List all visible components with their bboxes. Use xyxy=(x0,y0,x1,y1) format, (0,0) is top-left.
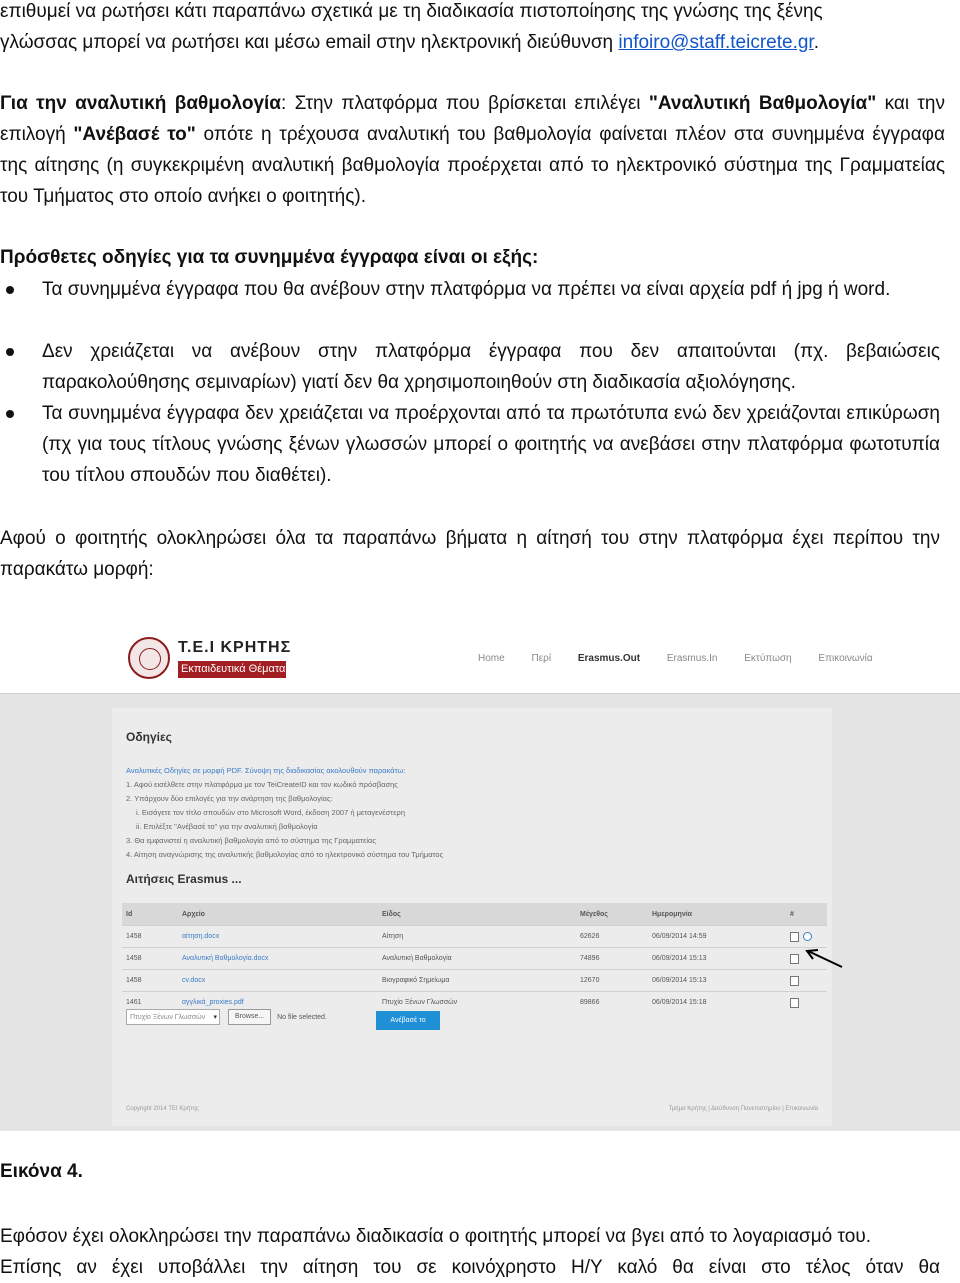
bullet-text: Δεν χρειάζεται να ανέβουν στην πλατφόρμα έγγραφα που δεν απαιτούνται (πχ. βεβαιώσεις παρακολούθησης σεμιναρίων) γιατί δεν θα χρησιμοποιηθούν στη διαδικασία αξιολόγησης. xyxy=(42,341,940,393)
site-logo[interactable] xyxy=(128,637,292,683)
figure-caption: Εικόνα 4. xyxy=(0,1161,83,1182)
delete-icon[interactable] xyxy=(790,998,799,1008)
cell-size: 12670 xyxy=(576,970,648,992)
cell-size: 62626 xyxy=(576,926,648,948)
bullet-dot xyxy=(6,348,14,356)
cell-date: 06/09/2014 15:18 xyxy=(648,992,786,1014)
cell-id: 1458 xyxy=(122,948,178,970)
browse-button[interactable]: Browse... xyxy=(228,1009,271,1025)
grades-option-2: "Ανέβασέ το" xyxy=(73,124,196,145)
pointer-arrow-icon xyxy=(804,948,844,968)
closing-line-2: Επίσης αν έχει υποβάλλει την αίτηση του σε κοινόχρηστο Η/Υ καλό θα είναι στο τέλος όταν θα xyxy=(0,1257,940,1278)
instruction-line: ii. Επιλέξτε "Ανέβασέ το" για την αναλυτική βαθμολογία xyxy=(136,822,318,831)
nav-print[interactable]: Εκτύπωση xyxy=(744,653,792,664)
logo-subtitle: Εκπαιδευτικά Θέματα xyxy=(178,661,286,678)
logo-title: Τ.Ε.Ι ΚΡΗΤΗΣ xyxy=(178,639,292,656)
grades-lead: Για την αναλυτική βαθμολογία xyxy=(0,93,281,114)
instructions-list xyxy=(126,764,816,862)
cell-date: 06/09/2014 15:13 xyxy=(648,970,786,992)
cell-size: 89866 xyxy=(576,992,648,1014)
site-header xyxy=(0,625,960,695)
grades-option-1: "Αναλυτική Βαθμολογία" xyxy=(648,93,877,114)
view-icon[interactable] xyxy=(803,932,812,941)
cell-type: Βιογραφικό Σημείωμα xyxy=(378,970,576,992)
closing-line-1: Εφόσον έχει ολοκληρώσει την παραπάνω διαδικασία ο φοιτητής μπορεί να βγει από το λογαριασμό του. xyxy=(0,1226,872,1247)
cell-actions xyxy=(786,992,827,1014)
cell-id: 1461 xyxy=(122,992,178,1014)
delete-icon[interactable] xyxy=(790,976,799,986)
cell-actions xyxy=(786,970,827,992)
grades-text-1: : Στην πλατφόρμα που βρίσκεται επιλέγει xyxy=(280,93,649,114)
site-body xyxy=(0,693,960,1131)
intro-line-2 xyxy=(0,27,940,58)
instruction-line: 2. Υπάρχουν δύο επιλογές για την ανάρτηση της βαθμολογίας: xyxy=(126,794,333,803)
nav-about[interactable]: Περί xyxy=(531,653,552,664)
intro-line-1: επιθυμεί να ρωτήσει κάτι παραπάνω σχετικά με τη διαδικασία πιστοποίησης της γνώσης της ξένης xyxy=(0,1,823,22)
attachments-heading: Πρόσθετες οδηγίες για τα συνημμένα έγγραφα είναι οι εξής: xyxy=(0,247,539,268)
content-panel xyxy=(112,708,832,1126)
file-status: No file selected. xyxy=(277,1013,327,1021)
bullet-item xyxy=(0,398,940,491)
col-header: Id xyxy=(122,903,178,926)
col-header: # xyxy=(786,903,827,926)
table-row xyxy=(122,970,827,992)
cell-type: Αίτηση xyxy=(378,926,576,948)
closing-paragraph xyxy=(0,1221,940,1283)
nav-erasmus-in[interactable]: Erasmus.In xyxy=(666,653,718,664)
cell-size: 74896 xyxy=(576,948,648,970)
applications-title: Αιτήσεις Erasmus ... xyxy=(126,872,242,886)
grades-text-2: και την επιλογή xyxy=(0,93,945,145)
cell-date: 06/09/2014 15:13 xyxy=(648,948,786,970)
table-row xyxy=(122,948,827,970)
col-header: Μέγεθος xyxy=(576,903,648,926)
nav-erasmus-out[interactable]: Erasmus.Out xyxy=(577,653,641,664)
email-link[interactable]: infoiro@staff.teicrete.gr xyxy=(618,32,814,53)
cell-date: 06/09/2014 14:59 xyxy=(648,926,786,948)
delete-icon[interactable] xyxy=(790,932,799,942)
col-header: Ημερομηνία xyxy=(648,903,786,926)
cell-file-link[interactable]: αγγλικά_proxies.pdf xyxy=(178,992,378,1014)
instruction-line: 3. Θα εμφανιστεί η αναλυτική βαθμολογία από το σύστημα της Γραμματείας xyxy=(126,836,376,845)
nav-contact[interactable]: Επικοινωνία xyxy=(818,653,873,664)
cell-type: Πτυχίο Ξένων Γλωσσών xyxy=(378,992,576,1014)
table-row xyxy=(122,926,827,948)
col-header: Αρχείο xyxy=(178,903,378,926)
platform-screenshot xyxy=(0,625,960,1130)
intro-line-2-suffix: . xyxy=(813,32,819,53)
instruction-line: 4. Αίτηση αναγνώρισης της αναλυτικής βαθμολογίας από το ηλεκτρονικό σύστημα του Τμήματος xyxy=(126,850,444,859)
intro-line-2-prefix: γλώσσας μπορεί να ρωτήσει και μέσω email στην ηλεκτρονική διεύθυνση xyxy=(0,32,619,53)
attachments-table xyxy=(122,903,827,1013)
bullet-dot xyxy=(6,286,14,294)
instruction-line[interactable]: Αναλυτικές Οδηγίες σε μορφή PDF. Σύνοψη της διαδικασίας ακολουθούν παρακάτω: xyxy=(126,766,406,775)
cell-file-link[interactable]: cv.docx xyxy=(178,970,378,992)
upload-button[interactable]: Ανέβασέ το xyxy=(376,1011,440,1030)
bullet-item xyxy=(0,274,940,305)
intro-paragraph xyxy=(0,0,940,58)
cell-actions xyxy=(786,926,827,948)
delete-icon[interactable] xyxy=(790,954,799,964)
footer-copyright: Copyright 2014 ΤΕΙ Κρήτης xyxy=(126,1106,199,1112)
footer-links[interactable]: Τμήμα Κρήτης | Διεύθυνση Πανεπιστημίου | Επικοινωνία xyxy=(668,1106,818,1112)
bullet-text: Τα συνημμένα έγγραφα δεν χρειάζεται να προέρχονται από τα πρωτότυπα ενώ δεν χρειάζονται επικύρωση (πχ για τους τίτλους γνώσης ξένων γλωσσών μπορεί ο φοιτητής να ανεβάσει στην πλατφόρμα φωτοτυπία του τίτλου σπουδών που διαθέτει). xyxy=(42,403,940,486)
nav-home[interactable]: Home xyxy=(478,653,505,664)
instruction-line: 1. Αφού εισέλθετε στην πλατφόρμα με τον TeiCreateID και τον κωδικό πρόσβασης xyxy=(126,780,398,789)
cell-id: 1458 xyxy=(122,926,178,948)
grades-text-3: οπότε η τρέχουσα αναλυτική του βαθμολογία φαίνεται πλέον στα συνημμένα έγγραφα της αίτησης (η συγκεκριμένη αναλυτική βαθμολογία προέρχεται από το ηλεκτρονικό σύστημα της Γραμματείας του Τμήματος στο οποίο ανήκει ο φοιτητής). xyxy=(0,124,945,207)
cell-type: Αναλυτική Βαθμολογία xyxy=(378,948,576,970)
cell-file-link[interactable]: αίτηση.docx xyxy=(178,926,378,948)
table-header-row xyxy=(122,903,827,926)
col-header: Είδος xyxy=(378,903,576,926)
doc-type-select[interactable]: Πτυχίο Ξένων Γλωσσών ▾ xyxy=(126,1009,220,1025)
bullet-item xyxy=(0,336,940,398)
cell-id: 1458 xyxy=(122,970,178,992)
site-nav xyxy=(478,653,897,664)
cell-file-link[interactable]: Αναλυτική Βαθμολογία.docx xyxy=(178,948,378,970)
instructions-title: Οδηγίες xyxy=(126,730,172,744)
bullet-dot xyxy=(6,410,14,418)
bullet-text: Τα συνημμένα έγγραφα που θα ανέβουν στην πλατφόρμα να πρέπει να είναι αρχεία pdf ή jpg ή word. xyxy=(42,279,891,300)
seal-icon xyxy=(128,637,170,679)
form-intro-paragraph: Αφού ο φοιτητής ολοκληρώσει όλα τα παραπάνω βήματα η αίτησή του στην πλατφόρμα έχει περίπου την παρακάτω μορφή: xyxy=(0,528,940,580)
instruction-line: i. Εισάγετε τον τίτλο σπουδών στο Microsoft Word, έκδοση 2007 ή μεταγενέστερη xyxy=(136,808,405,817)
upload-row xyxy=(126,1009,327,1029)
grades-paragraph xyxy=(0,88,945,212)
